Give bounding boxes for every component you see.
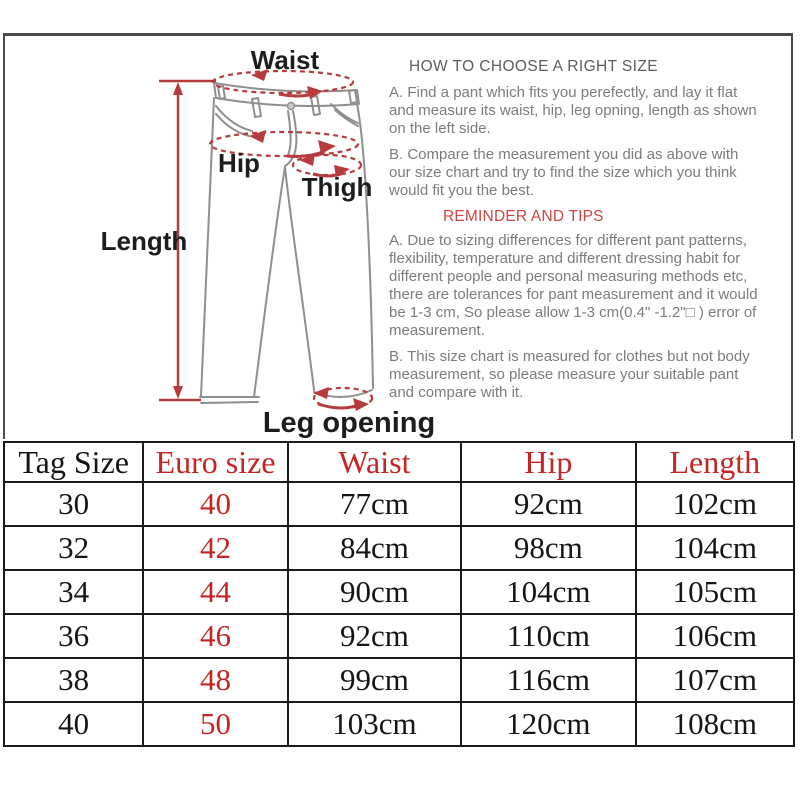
table-cell: 102cm [636,482,794,526]
table-cell: 104cm [636,526,794,570]
table-cell: 30 [4,482,143,526]
table-cell: 48 [143,658,287,702]
table-cell: 40 [4,702,143,746]
header-hip: Hip [461,442,635,482]
table-cell: 92cm [288,614,461,658]
table-cell: 44 [143,570,287,614]
table-cell: 46 [143,614,287,658]
header-tag-size: Tag Size [4,442,143,482]
table-row [4,526,794,570]
table-cell: 38 [4,658,143,702]
table-cell: 90cm [288,570,461,614]
size-table [3,441,795,747]
guide-text [389,36,761,410]
table-row [4,702,794,746]
table-cell: 92cm [461,482,635,526]
table-cell: 107cm [636,658,794,702]
table-cell: 34 [4,570,143,614]
length-label: Length [100,226,188,256]
table-row [4,482,794,526]
tips-paragraph-b: B. This size chart is measured for clothes but not body measurement, so please measure your suitable pant and compare with it. [389,348,750,401]
table-row [4,614,794,658]
header-euro-size: Euro size [143,442,287,482]
table-cell: 104cm [461,570,635,614]
pants-diagram [5,36,455,439]
table-cell: 77cm [288,482,461,526]
guide-title: HOW TO CHOOSE A RIGHT SIZE [409,58,658,75]
table-cell: 84cm [288,526,461,570]
size-table-header-row [4,442,794,482]
thigh-label: Thigh [301,172,373,202]
table-cell: 42 [143,526,287,570]
table-cell: 116cm [461,658,635,702]
header-waist: Waist [288,442,461,482]
table-cell: 106cm [636,614,794,658]
size-table-body [4,482,794,746]
table-cell: 110cm [461,614,635,658]
pants-outline [200,83,373,403]
table-cell: 103cm [288,702,461,746]
table-cell: 99cm [288,658,461,702]
hip-label: Hip [218,148,260,178]
table-cell: 120cm [461,702,635,746]
table-row [4,658,794,702]
table-row [4,570,794,614]
tips-title: REMINDER AND TIPS [443,208,604,225]
table-cell: 50 [143,702,287,746]
table-cell: 98cm [461,526,635,570]
table-cell: 105cm [636,570,794,614]
table-cell: 108cm [636,702,794,746]
tips-paragraph-a: A. Due to sizing differences for different pant patterns, flexibility, temperature and different dressing habit for different people and personal measuring methods etc, there are tolerances for pant measurement and it would be 1-3 cm, So please allow 1-3 cm(0.4" -1.2"□ ) error of measurement. [389,232,758,339]
guide-paragraph-b: B. Compare the measurement you did as above with our size chart and try to find the size which you think would fit you the best. [389,146,739,199]
header-length: Length [636,442,794,482]
measure-guide-panel [3,33,793,439]
waist-label: Waist [250,45,320,75]
leg-opening-label: Leg opening [262,407,436,439]
guide-paragraph-a: A. Find a pant which fits you perefectly, and lay it flat and measure its waist, hip, leg opning, length as shown on the left side. [389,84,757,137]
pants-button [288,103,295,110]
table-cell: 36 [4,614,143,658]
table-cell: 40 [143,482,287,526]
table-cell: 32 [4,526,143,570]
